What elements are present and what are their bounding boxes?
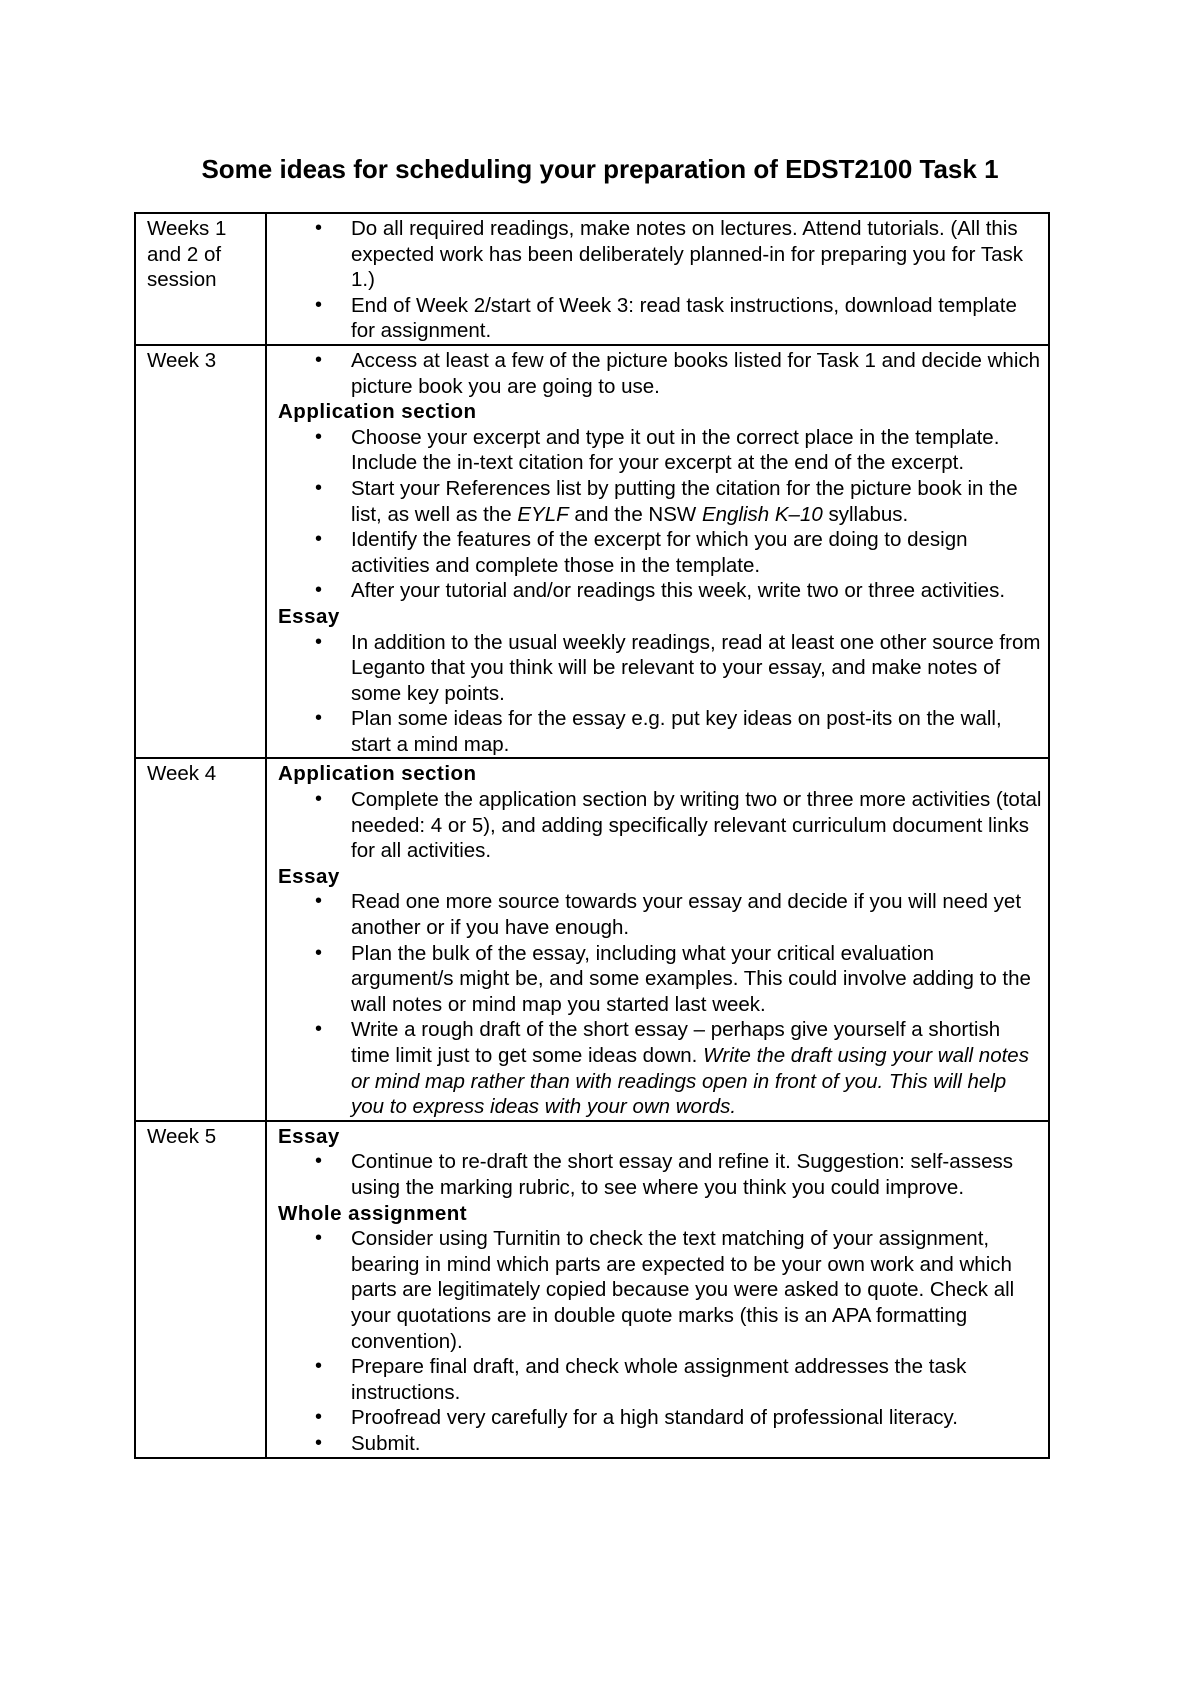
list-item — [278, 1405, 1042, 1431]
item-text: syllabus. — [822, 502, 909, 526]
bullet-icon: • — [315, 788, 323, 811]
bullet-icon: • — [315, 1227, 323, 1250]
bullet-icon: • — [315, 707, 323, 730]
list-item — [278, 476, 1042, 527]
bullet-icon: • — [315, 1431, 323, 1454]
bullet-icon: • — [315, 293, 323, 316]
task-list — [278, 1226, 1042, 1456]
list-item — [278, 348, 1042, 399]
bullet-icon: • — [315, 1018, 323, 1041]
task-list — [278, 425, 1042, 604]
bullet-icon: • — [315, 579, 323, 602]
list-item — [278, 216, 1042, 293]
bullet-icon: • — [315, 217, 323, 239]
list-item — [278, 630, 1042, 707]
item-text: Plan the bulk of the essay, including what your critical evaluation argument/s might be, and some examples. This could involve adding to the wall notes or mind map you started last week. — [351, 941, 1031, 1016]
week-cell: Week 3 — [135, 345, 266, 759]
item-text: and the NSW — [568, 502, 702, 526]
bullet-icon: • — [315, 1150, 323, 1173]
italic-text: English K–10 — [701, 502, 823, 526]
bullet-icon: • — [315, 1355, 323, 1378]
list-item — [278, 1431, 1042, 1457]
bullet-icon: • — [315, 425, 323, 448]
week-cell: Weeks 1 and 2 of session — [135, 213, 266, 345]
list-item — [278, 1017, 1042, 1119]
item-text: Identify the features of the excerpt for which you are doing to design activities and complete those in the template. — [351, 528, 968, 577]
list-item — [278, 425, 1042, 476]
section-heading: Essay — [278, 1124, 340, 1148]
list-item — [278, 293, 1042, 344]
schedule-table-body — [135, 213, 1049, 1458]
item-text: In addition to the usual weekly readings, read at least one other source from Leganto that you think will be relevant to your essay, and make notes of some key points. — [351, 630, 1041, 705]
bullet-icon: • — [315, 941, 323, 964]
week-cell: Week 4 — [135, 758, 266, 1120]
bullet-icon: • — [315, 630, 323, 653]
section-heading: Whole assignment — [278, 1201, 468, 1225]
task-list — [278, 889, 1042, 1119]
item-text: Complete the application section by writing two or three more activities (total needed: 4 or 5), and adding specifically relevant curriculum document links for all activities. — [351, 788, 1042, 863]
tasks-cell — [266, 345, 1049, 759]
item-text: Choose your excerpt and type it out in the correct place in the template. Include the in-text citation for your excerpt at the end of the excerpt. — [351, 425, 1000, 475]
schedule-table — [134, 212, 1050, 1459]
item-text: Consider using Turnitin to check the text matching of your assignment, bearing in mind which parts are expected to be your own work and which parts are legitimately copied because you were asked to quote. Check all your quotations are in double quote marks (this is an APA formatting convention). — [351, 1227, 1015, 1353]
week-cell: Week 5 — [135, 1121, 266, 1458]
page-title: Some ideas for scheduling your preparation of EDST2100 Task 1 — [201, 154, 999, 184]
table-row — [135, 758, 1049, 1120]
list-item — [278, 889, 1042, 940]
item-text: Submit. — [351, 1431, 421, 1455]
list-item — [278, 1354, 1042, 1405]
task-list — [278, 216, 1042, 344]
item-text: Plan some ideas for the essay e.g. put key ideas on post-its on the wall, start a mind map. — [351, 707, 1002, 756]
list-item — [278, 787, 1042, 864]
list-item — [278, 706, 1042, 757]
section-heading: Essay — [278, 864, 340, 888]
list-item — [278, 527, 1042, 578]
task-list — [278, 787, 1042, 864]
list-item — [278, 941, 1042, 1018]
section-heading: Application section — [278, 400, 477, 424]
bullet-icon: • — [315, 476, 323, 499]
task-list — [278, 348, 1042, 399]
bullet-icon: • — [315, 348, 323, 371]
item-text: Do all required readings, make notes on lectures. Attend tutorials. (All this expected work has been deliberately planned-in for preparing you for Task 1.) — [351, 217, 1023, 292]
item-text: After your tutorial and/or readings this week, write two or three activities. — [351, 579, 1006, 603]
item-text: Write a rough draft of the short essay – perhaps give yourself a shortish time limit just to get some ideas down. — [351, 1018, 1001, 1067]
bullet-icon: • — [315, 1406, 323, 1429]
italic-text: Write the draft using your wall notes or mind map rather than with readings open in front of you. This will help you to express ideas with your own words. — [351, 1044, 1029, 1119]
item-text: Proofread very carefully for a high standard of professional literacy. — [351, 1406, 958, 1430]
tasks-cell — [266, 1121, 1049, 1458]
bullet-icon: • — [315, 890, 323, 913]
item-text: Read one more source towards your essay and decide if you will need yet another or if you have enough. — [351, 890, 1022, 940]
tasks-cell — [266, 758, 1049, 1120]
italic-text: EYLF — [517, 502, 569, 526]
bullet-icon: • — [315, 528, 323, 551]
tasks-cell — [266, 213, 1049, 345]
item-text: Access at least a few of the picture books listed for Task 1 and decide which picture book you are going to use. — [351, 348, 1041, 398]
item-text: Start your References list by putting the citation for the picture book in the list, as well as the — [351, 476, 1018, 526]
item-text: Continue to re-draft the short essay and refine it. Suggestion: self-assess using the marking rubric, to see where you think you could improve. — [351, 1150, 1014, 1199]
list-item — [278, 1226, 1042, 1354]
table-row — [135, 345, 1049, 759]
item-text: End of Week 2/start of Week 3: read task instructions, download template for assignment. — [351, 293, 1017, 343]
section-heading: Essay — [278, 604, 340, 628]
item-text: Prepare final draft, and check whole assignment addresses the task instructions. — [351, 1355, 967, 1404]
list-item — [278, 1149, 1042, 1200]
section-heading: Application section — [278, 762, 477, 786]
list-item — [278, 578, 1042, 604]
table-row — [135, 1121, 1049, 1458]
task-list — [278, 1149, 1042, 1200]
table-row — [135, 213, 1049, 345]
task-list — [278, 630, 1042, 758]
